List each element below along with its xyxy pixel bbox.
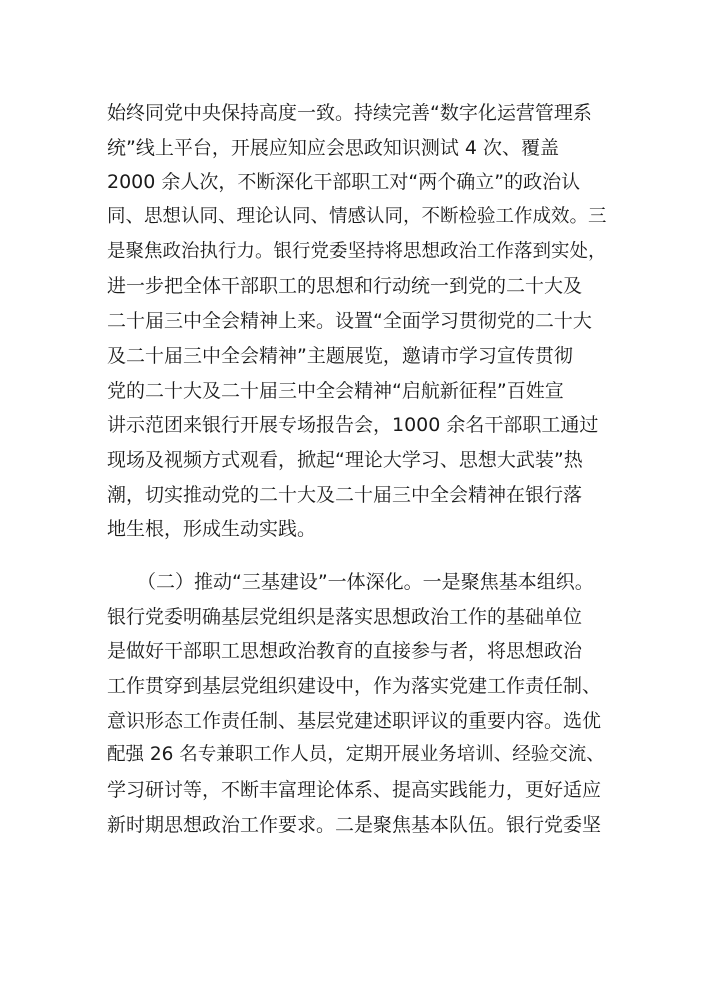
text-line: 配强 26 名专兼职工作人员，定期开展业务培训、经验交流、 [107,744,605,766]
text-line: 地生根，形成生动实践。 [107,518,317,541]
text-line: 二十届三中全会精神上来。设置“全面学习贯彻党的二十大 [107,310,592,333]
text-line: 银行党委明确基层党组织是落实思想政治工作的基础单位 [107,605,583,628]
text-line: 统”线上平台，开展应知应会思政知识测试 4 次、覆盖 [107,136,560,159]
text-line: 工作贯穿到基层党组织建设中，作为落实党建工作责任制、 [107,675,602,698]
paragraph-2 [107,565,607,843]
text-line: 学习研讨等，不断丰富理论体系、提高实践能力，更好适应 [107,779,602,802]
paragraph-1 [107,96,607,547]
text-line: 进一步把全体干部职工的思想和行动统一到党的二十大及 [107,275,583,298]
text-line: 意识形态工作责任制、基层党建述职评议的重要内容。选优 [107,709,602,732]
text-line: 新时期思想政治工作要求。二是聚焦基本队伍。银行党委坚 [107,813,602,836]
text-line: 现场及视频方式观看，掀起“理论大学习、思想大武装”热 [107,448,583,471]
text-line: 讲示范团来银行开展专场报告会，1000 余名干部职工通过 [107,414,599,437]
paragraph-heading-line: （二）推动“三基建设”一体深化。一是聚焦基本组织。 [137,571,594,593]
text-line: 是做好干部职工思想政治教育的直接参与者，将思想政治 [107,640,583,663]
text-line: 党的二十大及二十届三中全会精神“启航新征程”百姓宣 [107,379,564,402]
text-line: 2000 余人次，不断深化干部职工对“两个确立”的政治认 [107,171,581,194]
text-line: 及二十届三中全会精神”主题展览，邀请市学习宣传贯彻 [107,344,573,367]
text-line: 同、思想认同、理论认同、情感认同，不断检验工作成效。三 [107,206,607,228]
text-line: 是聚焦政治执行力。银行党委坚持将思想政治工作落到实处， [107,240,607,262]
text-line: 潮，切实推动党的二十大及二十届三中全会精神在银行落 [107,483,583,506]
text-line: 始终同党中央保持高度一致。持续完善“数字化运营管理系 [107,102,592,124]
